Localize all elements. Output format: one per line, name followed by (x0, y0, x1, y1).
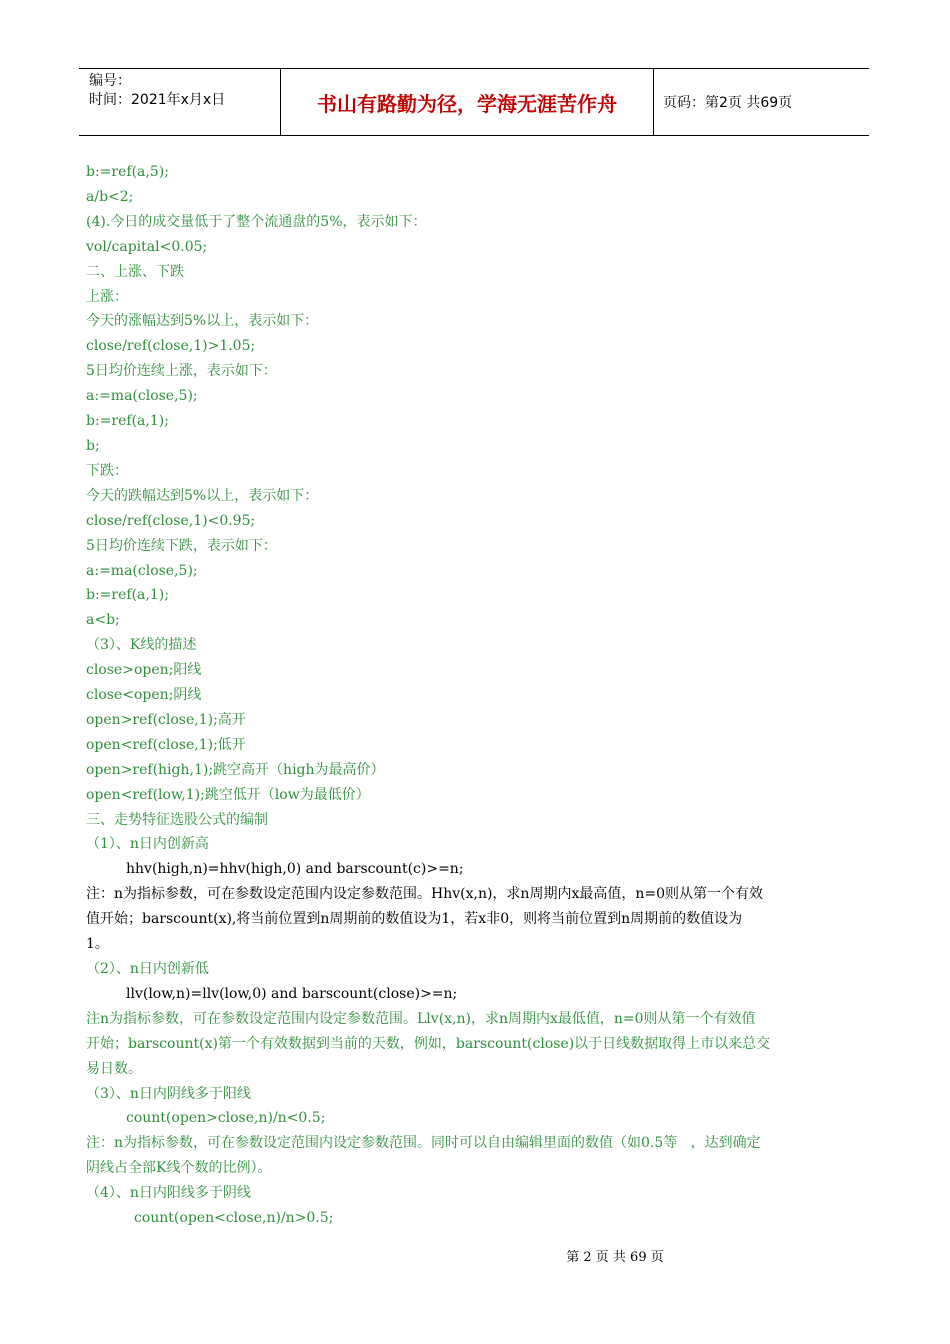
text-line: close/ref(close,1)>1.05; (86, 338, 256, 355)
text-line: 开始；barscount(x)第一个有效数据到当前的天数，例如，barscount(close)以于日线数据取得上市以来总交 (86, 1035, 771, 1052)
text-line: b:=ref(a,1); (86, 413, 169, 430)
document-time-label: 时间：2021年x月x日 (89, 92, 226, 108)
text-line: （3）、n日内阴线多于阳线 (86, 1085, 251, 1102)
text-line: （1）、n日内创新高 (86, 836, 209, 853)
header-motto: 书山有路勤为径，学海无涯苦作舟 (281, 69, 654, 135)
text-line: vol/capital<0.05; (86, 238, 208, 255)
text-line: open<ref(close,1);低开 (86, 736, 246, 753)
text-line: 5日均价连续下跌，表示如下： (86, 537, 277, 554)
text-line: a/b<2; (86, 188, 134, 205)
text-line: count(open>close,n)/n<0.5; (126, 1110, 326, 1127)
text-line: 三、走势特征选股公式的编制 (86, 811, 268, 828)
text-line: 易日数。 (86, 1060, 142, 1077)
text-line: open>ref(high,1);跳空高开（high为最高价） (86, 761, 385, 778)
text-line: llv(low,n)=llv(low,0) and barscount(close)>=n; (126, 985, 458, 1002)
text-line: 今天的跌幅达到5%以上，表示如下： (86, 487, 319, 504)
text-line: open<ref(low,1);跳空低开（low为最低价） (86, 786, 370, 803)
text-line: close<open;阴线 (86, 687, 202, 704)
text-line: 5日均价连续上涨，表示如下： (86, 363, 277, 380)
text-line: 注：n为指标参数，可在参数设定范围内设定参数范围。同时可以自由编辑里面的数值（如0.5等 ，达到确定 (86, 1135, 761, 1152)
header-meta (79, 69, 281, 135)
text-line: close/ref(close,1)<0.95; (86, 512, 256, 529)
page-footer: 第 2 页 共 69 页 (566, 1250, 664, 1265)
text-line: 阴线占全部K线个数的比例）。 (86, 1160, 272, 1177)
page-header (79, 68, 869, 136)
document-number-label: 编号： (89, 73, 131, 89)
header-page-number: 页码：第2页 共69页 (663, 95, 793, 111)
text-line: （2）、n日内创新低 (86, 961, 209, 977)
text-line: count(open<close,n)/n>0.5; (134, 1210, 334, 1227)
text-line: close>open;阳线 (86, 662, 202, 679)
text-line: b; (86, 437, 100, 454)
text-line: 下跌： (86, 462, 128, 479)
text-line: （3）、K线的描述 (86, 637, 197, 654)
text-line: b:=ref(a,1); (86, 587, 169, 604)
text-line: 1。 (86, 936, 109, 953)
text-line: a:=ma(close,5); (86, 562, 198, 579)
document-body (86, 160, 866, 1231)
text-line: a<b; (86, 612, 120, 629)
text-line: 上涨： (86, 288, 128, 305)
text-line: 注n为指标参数，可在参数设定范围内设定参数范围。Llv(x,n)，求n周期内x最低值，n=0则从第一个有效值 (86, 1010, 756, 1027)
text-line: (4).今日的成交量低于了整个流通盘的5%，表示如下： (86, 213, 427, 230)
text-line: open>ref(close,1);高开 (86, 711, 246, 728)
text-line: 今天的涨幅达到5%以上，表示如下： (86, 313, 319, 330)
text-line: a:=ma(close,5); (86, 388, 198, 405)
text-line: b:=ref(a,5); (86, 164, 169, 180)
text-line: hhv(high,n)=hhv(high,0) and barscount(c)>=n; (126, 861, 464, 878)
text-line: 值开始；barscount(x),将当前位置到n周期前的数值设为1，若x非0，则将当前位置到n周期前的数值设为 (86, 911, 743, 928)
text-line: 二、上涨、下跌 (86, 263, 184, 280)
text-line: 注：n为指标参数，可在参数设定范围内设定参数范围。Hhv(x,n)，求n周期内x最高值，n=0则从第一个有效 (86, 886, 764, 903)
text-line: （4）、n日内阳线多于阴线 (86, 1185, 251, 1202)
